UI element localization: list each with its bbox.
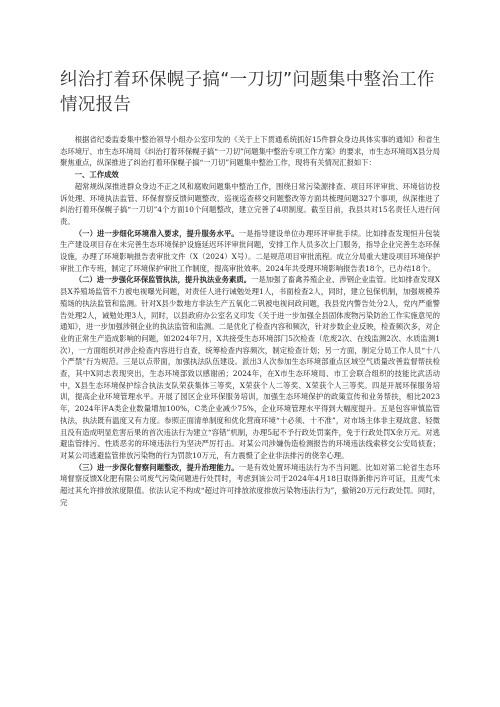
- subsection-3: [60, 462, 440, 509]
- summary-text: 超常规纵深推进群众身边不正之风和腐败问题集中整治工作，围绕日常污染源排查、项目环评审批、环境信访投诉处理、环境执法监管、环保督察反馈问题整改、巡视巡查移交问题整改等方面共梳理问题327个事项，纵深推进了纠治打着环保幌子搞“一刀切”4个方面10个问题整改，建立完善了4项制度。截至目前，我县共对15名责任人进行问责。: [60, 181, 440, 226]
- subsection-2: [60, 274, 440, 461]
- subsection-3-text: 一是有效处置环境违法行为不当问题。比如对第二轮省生态环境督察反馈X化肥有限公司废气污染问题进行处罚时，考虑到该公司于2024年4月18日取得新排污许可证，且废气未超过其允许排放浓度限值。依法认定不构成“超过许可排放浓度排放污染物违法行为”，撤销20万元行政处罚。同时，完: [60, 462, 440, 507]
- section-heading-1: 一、工作成效: [74, 170, 119, 180]
- subsection-2-text: 一是加强了畜禽养殖企业、涉钢企业监管。比如排查发现X县X养殖场监管不力被电视曝光问题，对责任人进行诫勉处理1人，书面检查2人，同时，建立包保机制，加强规模养殖场的执法监管和监测。针对X县少数地方非法生产五氧化二钒被电视问政问题，我县党内警告处分2人，党内严重警告处理2人，诫勉处理3人，同时，以县政府办公室名义印发《关于进一步加强全县固体废物污染防治工作实施意见的通知》，进一步加强涉钢企业的执法监管和监测。二是优化了检查内容和频次，针对步数企业反映，检查频次多，对企业的正常生产造成影响的问题，如2024年7月，X共接受生态环境部门5次检查（危废2次、在线监测2次、水质监测1次），一方面组织对涉企检查内容进行自查，统筹检查内容频次，制定检查计划；另一方面，制定分局工作人员“十八个严禁”行为规范。三是以点带面，加强执法队伍建设。派出3人次参加生态环境部重点区域空气质量改善监督帮扶检查，其中X同志表现突出，生态环境部致以感谢函；2024年，在X市生态环境局、市工会联合组织的技能比武活动中，X县生态环境保护综合执法支队荣获集体三等奖，X荣获个人二等奖、X荣获个人三等奖。四是开展环保服务培训，提高企业环境管理水平。开展了园区企业环保服务培训，加强生态环境保护的政策宣传和业务帮扶，相比2023年，2024年评A类企业数量增加100%，C类企业减少75%，企业环境管理水平得到大幅度提升。五是包容审慎监管执法，执法既有温度又有力度。参照正面清单制度和优化营商环境“十必须、十不准”，对市场主体非主观故意、轻微且没有造成明显危害后果的首次违法行为建立“容错”机制，办理5起不予行政处罚案件，免于行政处罚X余万元。对逃避监管排污、性质恶劣的环境违法行为坚决严厉打击。对某公司涉嫌伪造检测报告的环境违法线索移交公安局侦查；对某公司逃避监管排放污染物的行为罚款10万元，有力震慑了企业非法排污的侥幸心理。: [60, 275, 440, 460]
- subsection-1-lead: （一）进一步细化环境准入要求，提升服务水平。: [74, 228, 239, 238]
- document-body: [60, 134, 440, 509]
- intro-paragraph: [60, 134, 440, 169]
- subsection-3-lead: （三）进一步深化督察问题整改，提升治理能力。: [74, 462, 239, 472]
- subsection-1-text: 一是指导建设单位办理环评审批手续。比如排查发现恒升包装生产建设项目存在未完善生态环境保护设施延迟环评审批问题，安排工作人员多次上门服务，指导企业完善生态环保设施，办理了环境影响报告表审批文件（X（2024）X号）。二是规范项目审批流程。成立分局重大建设项目环境保护审批工作专班，制定了环境保护审批工作制度，提高审批效率。2024年共受理环境影响报告表18个，已办结18个。: [60, 228, 440, 273]
- subsection-1: [60, 228, 440, 275]
- intro-text: 根据省纪委监委集中整治领导小组办公室印发的《关于上下贯通系统抓好15件群众身边具体实事的通知》和省生态环境厅、市生态环境局《纠治打着环保幌子搞“一刀切”问题集中整治专项工作方案》的要求，市生态环境局X县分局聚焦重点，纵深推进了纠治打着环保幌子搞“一刀切”问题集中整治工作，现将有关情况汇报如下：: [60, 135, 440, 168]
- subsection-2-lead: （二）进一步强化环保监管执法，提升执法业务素质。: [74, 275, 252, 285]
- summary-paragraph: [60, 181, 440, 228]
- document-title: 纠治打着环保幌子搞“一刀切”问题集中整治工作情况报告: [60, 70, 435, 115]
